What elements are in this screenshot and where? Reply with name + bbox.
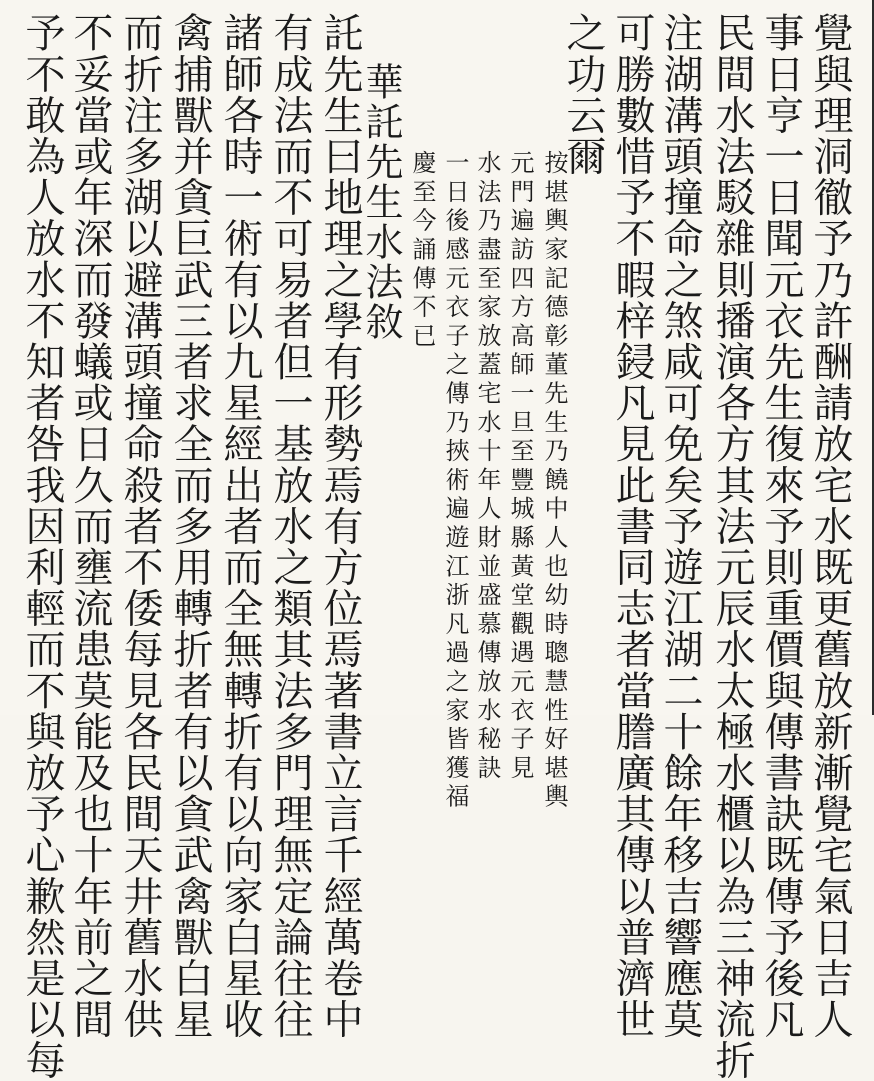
section-title: 華託先生水法敘 — [359, 62, 403, 342]
note-column-3: 水法乃盡至家放蓋宅水十年人財並盛慕傳放水秘訣 — [473, 150, 501, 784]
text-column-6: 之功云爾 — [560, 12, 606, 177]
text-column-1: 覺與理洞徹予乃許酬請放宅水既更舊放新漸覺宅氣日吉人 — [807, 12, 853, 1040]
text-column-12: 不妥當或年深而發蟻或日久而壅流患莫能及也十年前之間 — [67, 12, 113, 1040]
note-column-5: 慶至今誦傳不已 — [408, 150, 436, 352]
text-column-4: 注湖溝頭撞命之煞咸可免矣予遊江湖二十餘年移吉響應莫 — [657, 12, 703, 1040]
text-column-5: 可勝數惜予不暇梓鋟凡見此書同志者當謄廣其傳以普濟世 — [609, 12, 655, 1040]
text-column-13: 予不敢為人放水不知者咎我因利輕而不與放予心歉然是以每 — [19, 12, 65, 1081]
text-column-2: 事日亨一日聞元衣先生復來予則重價與傳書訣既傳予後凡 — [758, 12, 804, 1040]
text-column-11: 而折注多湖以避溝頭撞命殺者不倭每見各民間天井舊水供 — [117, 12, 163, 1040]
note-column-4: 一日後感元衣子之傳乃挾術遍遊江浙凡過之家皆獲福 — [441, 150, 469, 813]
text-column-8: 有成法而不可易者但一基放水之類其法多門理無定論往往 — [267, 12, 313, 1040]
text-column-10: 禽捕獸并貪巨武三者求全而多用轉折者有以貪武禽獸白星 — [167, 12, 213, 1040]
text-column-9: 諸師各時一術有以九星經出者而全無轉折有以向家白星收 — [217, 12, 263, 1040]
note-column-1: 按堪輿家記德彰董先生乃饒中人也幼時聰慧性好堪輿 — [540, 150, 568, 813]
note-column-2: 元門遍訪四方高師一旦至豐城縣黃堂觀遇元衣子見 — [506, 150, 534, 784]
text-column-3: 民間水法駁雜則播演各方其法元辰水太極水櫃以為三神流折 — [709, 12, 755, 1081]
text-column-7: 託先生曰地理之學有形勢焉有方位焉著書立言千經萬卷中 — [317, 12, 363, 1040]
